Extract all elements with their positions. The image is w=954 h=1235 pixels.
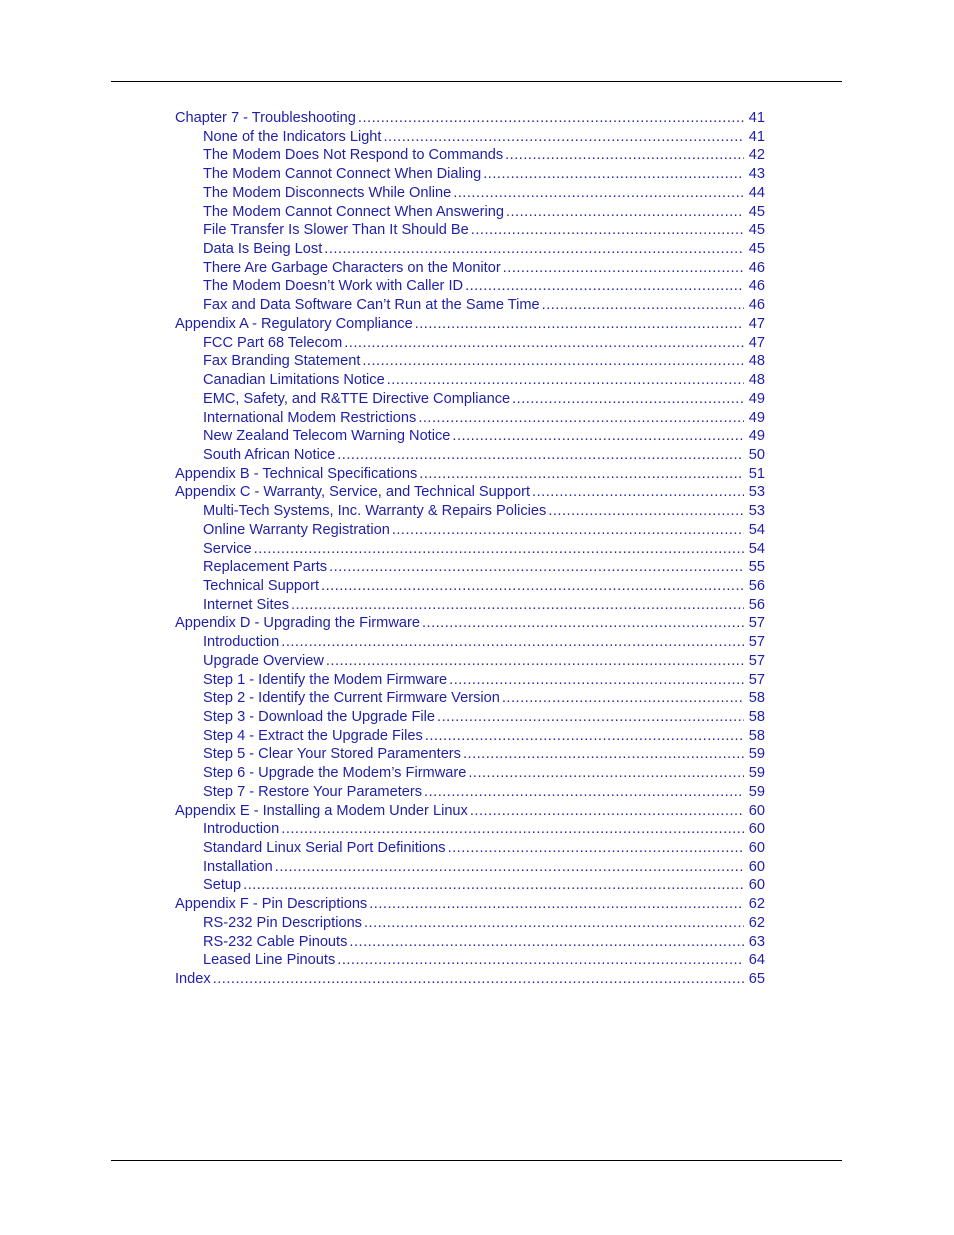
toc-subentry[interactable] <box>175 671 765 690</box>
toc-entry-title: Index <box>175 971 211 988</box>
toc-entry[interactable] <box>175 483 765 502</box>
toc-page-number: 51 <box>748 465 765 482</box>
toc-subentry[interactable] <box>175 221 765 240</box>
toc-entry[interactable] <box>175 970 765 989</box>
toc-subentry[interactable] <box>175 203 765 222</box>
toc-page-number: 63 <box>748 933 765 950</box>
dot-leader <box>465 277 744 296</box>
dot-leader <box>324 240 744 259</box>
toc-page-number: 42 <box>748 147 765 164</box>
dot-leader <box>281 820 744 839</box>
toc-page-number: 48 <box>748 353 765 370</box>
dot-leader <box>468 764 744 783</box>
toc-subentry[interactable] <box>175 334 765 353</box>
toc-entry[interactable] <box>175 109 765 128</box>
toc-entry-title: There Are Garbage Characters on the Monitor <box>203 259 501 276</box>
toc-subentry[interactable] <box>175 858 765 877</box>
toc-entry-title: FCC Part 68 Telecom <box>203 334 343 351</box>
dot-leader <box>453 184 744 203</box>
toc-entry-title: Step 7 - Restore Your Parameters <box>203 783 423 800</box>
toc-subentry[interactable] <box>175 259 765 278</box>
footer-rule <box>111 1160 842 1161</box>
toc-page-number: 60 <box>748 821 765 838</box>
toc-subentry[interactable] <box>175 521 765 540</box>
toc-page-number: 60 <box>748 802 765 819</box>
dot-leader <box>415 315 744 334</box>
toc-entry[interactable] <box>175 614 765 633</box>
toc-page-number: 45 <box>748 222 765 239</box>
toc-page-number: 60 <box>748 877 765 894</box>
dot-leader <box>471 221 744 240</box>
dot-leader <box>452 427 744 446</box>
table-of-contents <box>175 109 765 989</box>
dot-leader <box>542 296 744 315</box>
toc-subentry[interactable] <box>175 633 765 652</box>
toc-entry-title: The Modem Disconnects While Online <box>203 184 452 201</box>
toc-entry[interactable] <box>175 895 765 914</box>
toc-entry-title: Step 6 - Upgrade the Modem’s Firmware <box>203 765 467 782</box>
toc-page-number: 64 <box>748 952 765 969</box>
toc-page-number: 44 <box>748 184 765 201</box>
toc-entry-title: Step 1 - Identify the Modem Firmware <box>203 671 448 688</box>
toc-entry-title: Setup <box>203 877 242 894</box>
toc-page-number: 54 <box>748 521 765 538</box>
dot-leader <box>449 671 744 690</box>
toc-page-number: 43 <box>748 166 765 183</box>
toc-subentry[interactable] <box>175 540 765 559</box>
toc-subentry[interactable] <box>175 876 765 895</box>
dot-leader <box>548 502 744 521</box>
dot-leader <box>329 558 744 577</box>
toc-page-number: 59 <box>748 746 765 763</box>
toc-subentry[interactable] <box>175 296 765 315</box>
dot-leader <box>364 914 744 933</box>
toc-subentry[interactable] <box>175 577 765 596</box>
toc-page-number: 47 <box>748 315 765 332</box>
toc-page-number: 57 <box>748 634 765 651</box>
toc-page-number: 45 <box>748 241 765 258</box>
dot-leader <box>358 109 744 128</box>
toc-entry-title: The Modem Does Not Respond to Commands <box>203 147 504 164</box>
dot-leader <box>369 895 744 914</box>
dot-leader <box>502 689 744 708</box>
toc-page-number: 56 <box>748 596 765 613</box>
toc-subentry[interactable] <box>175 146 765 165</box>
toc-page-number: 58 <box>748 709 765 725</box>
toc-entry-title: EMC, Safety, and R&TTE Directive Compliance <box>203 390 511 407</box>
dot-leader <box>505 146 744 165</box>
toc-subentry[interactable] <box>175 240 765 259</box>
toc-page-number: 65 <box>748 971 765 988</box>
toc-entry-title: RS-232 Pin Descriptions <box>203 914 362 931</box>
toc-page-number: 57 <box>748 615 765 632</box>
toc-entry-title: South African Notice <box>203 446 336 463</box>
dot-leader <box>321 577 744 596</box>
toc-page-number: 50 <box>748 446 765 463</box>
toc-subentry[interactable] <box>175 820 765 839</box>
toc-subentry[interactable] <box>175 652 765 671</box>
toc-subentry[interactable] <box>175 184 765 203</box>
dot-leader <box>344 334 744 353</box>
toc-entry-title: Standard Linux Serial Port Definitions <box>203 840 446 857</box>
toc-entry-title: Replacement Parts <box>203 559 328 576</box>
toc-subentry[interactable] <box>175 409 765 428</box>
toc-entry-title: The Modem Doesn’t Work with Caller ID <box>203 278 464 295</box>
toc-entry-title: Appendix B - Technical Specifications <box>175 465 418 482</box>
toc-entry-title: Fax and Data Software Can’t Run at the Same Time <box>203 297 540 314</box>
dot-leader <box>463 745 744 764</box>
toc-entry-title: Chapter 7 - Troubleshooting <box>175 110 356 126</box>
toc-subentry[interactable] <box>175 914 765 933</box>
toc-entry[interactable] <box>175 315 765 334</box>
toc-page-number: 48 <box>748 372 765 389</box>
dot-leader <box>254 540 744 559</box>
toc-entry-title: International Modem Restrictions <box>203 409 417 426</box>
toc-entry-title: Appendix A - Regulatory Compliance <box>175 315 413 332</box>
toc-entry-title: Installation <box>203 858 273 875</box>
toc-subentry[interactable] <box>175 839 765 858</box>
toc-subentry[interactable] <box>175 783 765 802</box>
dot-leader <box>425 727 744 746</box>
toc-subentry[interactable] <box>175 764 765 783</box>
toc-page-number: 60 <box>748 840 765 857</box>
toc-subentry[interactable] <box>175 727 765 746</box>
toc-subentry[interactable] <box>175 689 765 708</box>
toc-entry-title: Appendix E - Installing a Modem Under Linux <box>175 802 468 819</box>
toc-page-number: 58 <box>748 690 765 707</box>
dot-leader <box>213 970 744 989</box>
dot-leader <box>422 614 744 633</box>
toc-page-number: 53 <box>748 503 765 520</box>
dot-leader <box>392 521 744 540</box>
dot-leader <box>349 933 744 952</box>
toc-entry-title: Service <box>203 540 252 557</box>
dot-leader <box>326 652 744 671</box>
toc-page-number: 56 <box>748 577 765 594</box>
toc-subentry[interactable] <box>175 128 765 147</box>
toc-page-number: 59 <box>748 765 765 782</box>
toc-entry-title: RS-232 Cable Pinouts <box>203 933 348 950</box>
toc-entry-title: Appendix D - Upgrading the Firmware <box>175 615 420 632</box>
dot-leader <box>483 165 744 184</box>
toc-subentry[interactable] <box>175 933 765 952</box>
toc-entry[interactable] <box>175 802 765 821</box>
dot-leader <box>418 409 744 428</box>
toc-page-number: 46 <box>748 259 765 276</box>
toc-page-number: 49 <box>748 409 765 426</box>
dot-leader <box>243 876 744 895</box>
toc-entry-title: Internet Sites <box>203 596 289 613</box>
toc-page-number: 46 <box>748 297 765 314</box>
toc-subentry[interactable] <box>175 951 765 970</box>
toc-page-number: 58 <box>748 727 765 744</box>
toc-subentry[interactable] <box>175 502 765 521</box>
toc-entry-title: Introduction <box>203 821 280 838</box>
toc-subentry[interactable] <box>175 596 765 615</box>
dot-leader <box>512 390 744 409</box>
dot-leader <box>362 352 744 371</box>
toc-page-number: 60 <box>748 858 765 875</box>
toc-entry-title: The Modem Cannot Connect When Dialing <box>203 166 482 183</box>
dot-leader <box>424 783 744 802</box>
dot-leader <box>506 203 744 222</box>
toc-subentry[interactable] <box>175 390 765 409</box>
dot-leader <box>532 483 744 502</box>
dot-leader <box>281 633 744 652</box>
dot-leader <box>437 708 744 727</box>
dot-leader <box>419 465 744 484</box>
toc-entry-title: Step 5 - Clear Your Stored Paramenters <box>203 746 461 763</box>
toc-entry-title: Canadian Limitations Notice <box>203 372 385 389</box>
dot-leader <box>383 128 744 147</box>
toc-entry-title: Leased Line Pinouts <box>203 952 336 969</box>
toc-page-number: 62 <box>748 896 765 913</box>
dot-leader <box>448 839 744 858</box>
toc-page-number: 55 <box>748 559 765 576</box>
dot-leader <box>291 596 744 615</box>
toc-page-number: 47 <box>748 334 765 351</box>
toc-page-number: 41 <box>748 128 765 145</box>
dot-leader <box>503 259 744 278</box>
toc-page-number: 53 <box>748 484 765 501</box>
toc-entry-title: Online Warranty Registration <box>203 521 390 538</box>
toc-page-number: 41 <box>748 110 765 126</box>
toc-entry-title: Upgrade Overview <box>203 652 324 669</box>
toc-subentry[interactable] <box>175 277 765 296</box>
dot-leader <box>387 371 744 390</box>
toc-entry-title: Technical Support <box>203 577 320 594</box>
dot-leader <box>337 951 744 970</box>
toc-entry-title: Introduction <box>203 634 280 651</box>
toc-entry-title: Step 4 - Extract the Upgrade Files <box>203 727 423 744</box>
toc-entry-title: File Transfer Is Slower Than It Should Be <box>203 222 469 239</box>
toc-entry-title: Appendix C - Warranty, Service, and Technical Support <box>175 484 531 501</box>
toc-page-number: 57 <box>748 671 765 688</box>
toc-entry-title: Step 3 - Download the Upgrade File <box>203 709 436 725</box>
toc-entry-title: Data Is Being Lost <box>203 241 323 258</box>
toc-subentry[interactable] <box>175 708 765 727</box>
toc-entry-title: None of the Indicators Light <box>203 128 382 145</box>
dot-leader <box>337 446 744 465</box>
toc-page-number: 57 <box>748 652 765 669</box>
toc-entry-title: Appendix F - Pin Descriptions <box>175 896 368 913</box>
toc-entry-title: Multi-Tech Systems, Inc. Warranty & Repairs Policies <box>203 503 547 520</box>
toc-subentry[interactable] <box>175 558 765 577</box>
toc-subentry[interactable] <box>175 352 765 371</box>
toc-entry-title: The Modem Cannot Connect When Answering <box>203 203 504 220</box>
toc-page-number: 49 <box>748 390 765 407</box>
toc-subentry[interactable] <box>175 427 765 446</box>
toc-entry-title: Step 2 - Identify the Current Firmware Version <box>203 690 500 707</box>
header-rule <box>111 81 842 82</box>
toc-subentry[interactable] <box>175 371 765 390</box>
toc-subentry[interactable] <box>175 165 765 184</box>
toc-page-number: 49 <box>748 428 765 445</box>
toc-entry-title: New Zealand Telecom Warning Notice <box>203 428 451 445</box>
toc-subentry[interactable] <box>175 745 765 764</box>
toc-entry[interactable] <box>175 465 765 484</box>
dot-leader <box>275 858 744 877</box>
dot-leader <box>470 802 744 821</box>
toc-entry-title: Fax Branding Statement <box>203 353 361 370</box>
toc-page-number: 46 <box>748 278 765 295</box>
toc-page-number: 59 <box>748 783 765 800</box>
toc-page-number: 54 <box>748 540 765 557</box>
toc-page-number: 62 <box>748 914 765 931</box>
toc-page-number: 45 <box>748 203 765 220</box>
toc-subentry[interactable] <box>175 446 765 465</box>
